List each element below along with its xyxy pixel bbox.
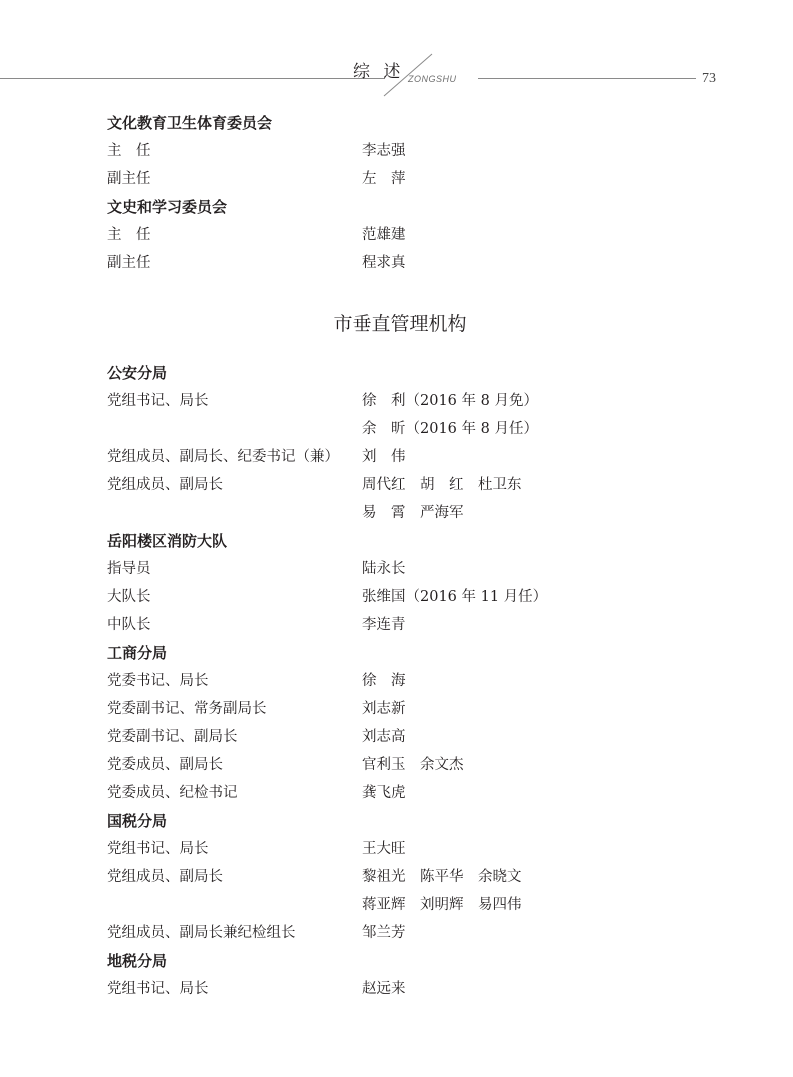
position-row	[107, 499, 707, 527]
position-row	[107, 919, 707, 947]
position-title: 副主任	[107, 171, 151, 187]
position-title: 党组成员、副局长	[107, 477, 223, 493]
person-names: 刘志新	[362, 701, 406, 717]
header-rule-right	[478, 78, 696, 79]
person-names: 龚飞虎	[362, 785, 406, 801]
position-row	[107, 835, 707, 863]
position-title: 党组成员、副局长、纪委书记（兼）	[107, 449, 339, 465]
person-names: 赵远来	[362, 981, 406, 997]
position-row	[107, 555, 707, 583]
position-row	[107, 751, 707, 779]
position-row	[107, 723, 707, 751]
position-title: 主 任	[107, 143, 151, 159]
person-names: 周代红 胡 红 杜卫东	[362, 477, 522, 493]
person-names: 刘志高	[362, 729, 406, 745]
position-title: 指导员	[107, 561, 151, 577]
position-row	[107, 415, 707, 443]
person-names: 程求真	[362, 255, 406, 271]
page-number: 73	[702, 71, 716, 86]
person-names: 李连青	[362, 617, 406, 633]
section-title: 市垂直管理机构	[333, 313, 467, 335]
header-subtitle: ZONGSHU	[408, 74, 457, 84]
person-names: 官利玉 余文杰	[362, 757, 464, 773]
position-title	[107, 499, 362, 527]
position-title: 党委副书记、常务副局长	[107, 701, 267, 717]
org-heading: 文史和学习委员会	[107, 198, 228, 216]
header-rule-left	[0, 78, 385, 79]
position-title: 党组成员、副局长	[107, 869, 223, 885]
org-block	[107, 359, 707, 527]
position-row	[107, 695, 707, 723]
person-names: 蒋亚辉 刘明辉 易四伟	[362, 897, 522, 913]
position-row	[107, 891, 707, 919]
position-row	[107, 443, 707, 471]
position-title: 党组书记、局长	[107, 981, 209, 997]
person-names: 刘 伟	[362, 449, 406, 465]
person-names: 余 昕（2016 年 8 月任）	[362, 421, 538, 437]
position-row	[107, 471, 707, 499]
org-heading: 地税分局	[107, 952, 168, 970]
org-block	[107, 527, 707, 639]
position-row	[107, 667, 707, 695]
person-names: 徐 利（2016 年 8 月免）	[362, 393, 538, 409]
position-title: 党组成员、副局长兼纪检组长	[107, 925, 296, 941]
position-row	[107, 387, 707, 415]
position-row	[107, 137, 707, 165]
person-names: 易 霄 严海军	[362, 505, 464, 521]
header-title: 综 述	[353, 62, 405, 82]
person-names: 左 萍	[362, 171, 406, 187]
position-row	[107, 863, 707, 891]
org-heading: 文化教育卫生体育委员会	[107, 114, 273, 132]
person-names: 陆永长	[362, 561, 406, 577]
person-names: 黎祖光 陈平华 余晓文	[362, 869, 522, 885]
person-names: 张维国（2016 年 11 月任）	[362, 589, 548, 605]
position-row	[107, 611, 707, 639]
person-names: 王大旺	[362, 841, 406, 857]
org-heading: 工商分局	[107, 644, 168, 662]
person-names: 徐 海	[362, 673, 406, 689]
org-heading: 国税分局	[107, 812, 168, 830]
position-title	[107, 891, 362, 919]
position-title: 党组书记、局长	[107, 841, 209, 857]
person-names: 范雄建	[362, 227, 406, 243]
person-names: 李志强	[362, 143, 406, 159]
committee-list	[107, 109, 707, 277]
position-title: 副主任	[107, 255, 151, 271]
org-block	[107, 109, 707, 193]
position-title: 党委成员、副局长	[107, 757, 223, 773]
position-title: 主 任	[107, 227, 151, 243]
position-row	[107, 583, 707, 611]
position-title: 党委书记、局长	[107, 673, 209, 689]
position-title: 大队长	[107, 589, 151, 605]
position-title: 中队长	[107, 617, 151, 633]
org-block	[107, 639, 707, 807]
page-header	[0, 0, 793, 110]
org-block	[107, 193, 707, 277]
position-title: 党委成员、纪检书记	[107, 785, 238, 801]
agency-list	[107, 359, 707, 1003]
position-title	[107, 415, 362, 443]
position-row	[107, 221, 707, 249]
position-row	[107, 975, 707, 1003]
position-row	[107, 165, 707, 193]
position-row	[107, 779, 707, 807]
position-row	[107, 249, 707, 277]
org-heading: 公安分局	[107, 364, 168, 382]
person-names: 邹兰芳	[362, 925, 406, 941]
org-block	[107, 807, 707, 947]
position-title: 党委副书记、副局长	[107, 729, 238, 745]
org-heading: 岳阳楼区消防大队	[107, 532, 228, 550]
org-block	[107, 947, 707, 1003]
position-title: 党组书记、局长	[107, 393, 209, 409]
directory-content	[107, 109, 707, 1003]
